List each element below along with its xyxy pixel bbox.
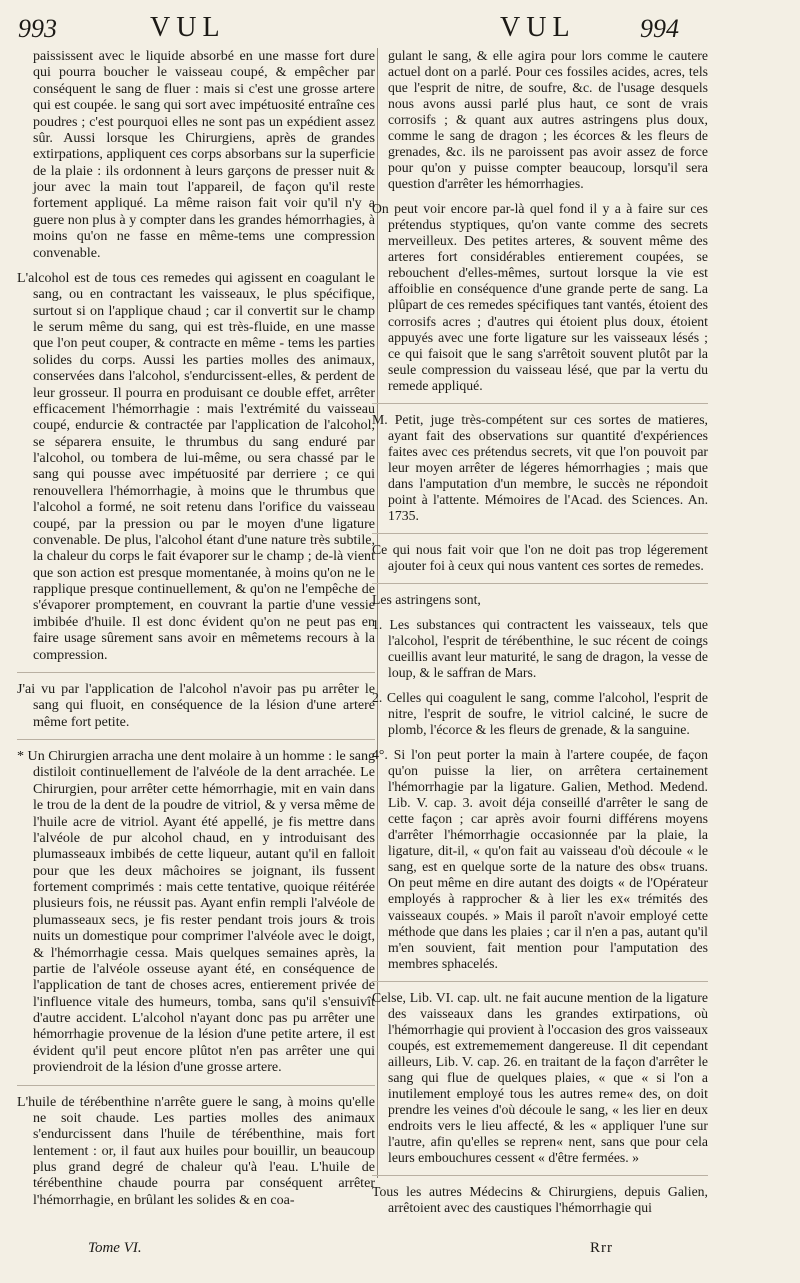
- right-column: [372, 48, 708, 1225]
- list-item: 4°. Si l'on peut porter la main à l'artere coupée, de façon qu'on puisse la lier, on arrêtera certainement l'hémorrhagie par la ligature. Galien, Method. Medend. Lib. V. cap. 3. avoit déja conseillé d'arrêter le sang de cette façon ; car après avoir fourni différens moyens d'arrêter l'hémorrhagie occasionnée par la plaie, la ligature, dit-il, « qu'on fait au vaisseau d'où découle « le sang, est en quelque sorte de la nature des obs« truans. On peut même en dire autant des doigts « de l'Opérateur employés à rapprocher & à lier les ex« trémités des vaisseaux coupés. » Mais il paroît n'avoir employé cette méthode que dans les plaies ; car il n'en a pas, autant qu'il m'en souvient, fait mention pour l'amputation des membres sphacelés.: [372, 747, 708, 971]
- divider: [372, 1175, 708, 1176]
- paragraph: On peut voir encore par-là quel fond il y a à faire sur ces prétendus styptiques, qu'on vante comme des secrets merveilleux. Des petites arteres, & souvent même des arteres fort considérables entierement coupées, se rebouchent d'elles-mêmes, surtout lorsque la vie est affoiblie en conséquence d'une grande perte de sang. La plûpart de ces remedes spécifiques tant vantés, étoient des corrosifs acres ; d'autres qui étoient plus doux, étoient appuyés avec une forte ligature sur les vaisseaux lésés ; ce qui faisoit que le sang s'arrêtoit souvent plutôt par la seule compression du vaisseau lésé, que par la vertu du remede appliqué.: [372, 201, 708, 393]
- paragraph: paississent avec le liquide absorbé en une masse fort dure qui pourra boucher le vaisseau coupé, & empêcher par conséquent le sang de fluer : mais si c'est une grosse artere qui est coupée. le sang qui sort avec impétuosité entraîne ces poudres ; c'est pourquoi elles ne sont pas un expédient assez sûr. Aussi lorsque les Chirurgiens, après de grandes extirpations, appliquent ces corps absorbans sur la superficie de la plaie : ils ordonnent à leurs garçons de presser nuit & jour avec la main tout l'appareil, de façon qu'il reste fortement appliqué. La même raison fait voir qu'il n'y a guere non plus à y compter dans les grandes hémorrhagies, à moins qu'on ne fasse en même-tems une compression convenable.: [33, 48, 375, 261]
- paragraph: * Un Chirurgien arracha une dent molaire à un homme : le sang distiloit continuellement de l'alvéole de la dent arrachée. Le Chirurgien, pour arrêter cette hémorrhagie, mit en vain dans le trou de la dent de la poudre de vitriol, & y versa même de l'huile acre de vitriol. Ayant été appellé, je fis mettre dans l'alvéole de pur alcohol chaud, en y introduisant des plumasseaux imbibés de cette liqueur, autant qu'il en falloit pour que les deux mâchoires se joignant, ils fussent fortement comprimés : mais cette tentative, quoique réitérée plusieurs fois, ne réussit pas. Ayant enfin rempli l'alvéole de plumasseaux secs, je fis rester pendant trois jours & trois nuits un domestique pour comprimer l'alvéole avec le doigt, & l'hémorrhagie cessa. Mais quelques semaines après, la partie de l'alvéole osseuse ayant été, en conséquence de l'application de tant de choses acres, entierement privée de l'influence vitale des humeurs, tomba, sans qu'il s'ensuivît d'autre accident. L'alcohol n'ayant donc pas pu arrêter une hémorrhagie provenue de la lésion d'une petite artere, il est évident qu'il peut encore plûtot n'en pas arrêter une qui proviendroit de la lésion d'une grosse artere.: [17, 748, 375, 1076]
- paragraph: L'huile de térébenthine n'arrête guere le sang, à moins qu'elle ne soit chaude. Les parties molles des animaux s'endurcissent dans l'huile de térébenthine, mais fort lentement : or, il faut aux huiles pour bouillir, un beaucoup plus grand degré de chaleur qu'à l'eau. L'huile de térébenthine chaude pourra par conséquent arrêter l'hémorrhagie, en brûlant les solides & en coa-: [17, 1093, 375, 1208]
- divider: [372, 981, 708, 982]
- running-header: [0, 14, 800, 48]
- page-number-left: 993: [18, 14, 57, 43]
- volume-footer: Tome VI.: [88, 1240, 142, 1256]
- running-head-left: VUL: [150, 12, 226, 43]
- left-column: [17, 48, 375, 1217]
- running-head-right: VUL: [500, 12, 576, 43]
- paragraph: Tous les autres Médecins & Chirurgiens, depuis Galien, arrêtoient avec des caustiques l'hémorrhagie qui: [372, 1183, 708, 1215]
- page-number-right: 994: [640, 14, 679, 43]
- paragraph: gulant le sang, & elle agira pour lors comme le cautere actuel dont on a parlé. Pour ces fossiles acides, acres, tels que l'esprit de nitre, de soufre, &c. de l'usage desquels nous avons aussi parlé plus haut, ce sont de vrais corrosifs ; & quant aux autres astringens plus doux, comme le sang de dragon ; les écorces & les fleurs de grenades, &c. ils ne paroissent pas avoir assez de force pour qu'on y puisse compter beaucoup, lorsqu'il sera question d'arrêter les hémorrhagies.: [388, 48, 708, 192]
- divider: [372, 533, 708, 534]
- list-heading: Les astringens sont,: [372, 591, 481, 607]
- list-item: 1. Les substances qui contractent les vaisseaux, tels que l'alcohol, l'esprit de térébenthine, le suc récent de coings cueillis avant leur maturité, le sang de dragon, la vesse de loup, & le saffran de Mars.: [372, 616, 708, 681]
- divider: [17, 672, 375, 673]
- divider: [372, 583, 708, 584]
- paragraph: Celse, Lib. VI. cap. ult. ne fait aucune mention de la ligature des vaisseaux dans les grandes extirpations, où l'hémorrhagie qui provient à l'occasion des gros vaisseaux coupés, est extrememement dangereuse. Il dit cependant ailleurs, Lib. V. cap. 26. en traitant de la façon d'arrêter le sang qui flue de quelques plaies, « que « si l'on a inutilement employé tous les autres reme« des, on doit prendre les veines d'où découle le sang, « les lier en deux endroits vers le lieu affecté, & les « appliquer l'une sur l'autre, afin qu'elles se repren« nent, sans que pour cela leurs embouchures cessent « d'être fermées. »: [372, 989, 708, 1165]
- divider: [372, 403, 708, 404]
- paragraph: Ce qui nous fait voir que l'on ne doit pas trop légerement ajouter foi à ceux qui nous vantent ces sortes de remedes.: [372, 541, 708, 573]
- divider: [17, 739, 375, 740]
- divider: [17, 1085, 375, 1086]
- paragraph: L'alcohol est de tous ces remedes qui agissent en coagulant le sang, ou en contractant les vaisseaux, le plus spécifique, surtout si on l'applique chaud ; car il convertit sur le champ le serum même du sang, qui est très-fluide, en une masse que l'on peut couper, & contracte en même - tems les parties solides du corps. Aussi les parties molles des animaux, conservées dans l'alcohol, s'endurcissent-elles, & perdent de leur grosseur. Il pourra en produisant ce double effet, arrêter efficacement l'hémorrhagie : mais l'extrémité du vaisseau coupé, endurcie & contractée par l'application de l'alcohol, se séparera ensuite, le thrumbus du sang enduré par l'alcohol, ou tombera de lui-même, ou sera chassé par le sang qui pousse avec impétuosité par derriere ; ce qui renouvellera l'hémorrhagie, à moins que le thrumbus que l'alcohol a formé, ne soit retenu dans l'orifice du vaisseau coupé, par la pression ou par le moyen d'une ligature convenable. De plus, l'alcohol étant d'une nature très subtile, la chaleur du corps le fait évaporer sur le champ ; de-là vient que son action est presque momentanée, à moins qu'on ne le rapplique presque continuellement, & qu'on ne l'empêche de s'évaporer promptement, en couvrant la partie d'une vessie imbibée d'huile. Il est donc évident qu'on ne peut pas en faire usage sûrement sans avoir en mêmetems recours à la compression.: [17, 269, 375, 663]
- list-item: 2. Celles qui coagulent le sang, comme l'alcohol, l'esprit de nitre, l'esprit de soufre, le vitriol calciné, le sucre de plomb, l'écorce & les fleurs de grenade, & la sanguine.: [372, 690, 708, 738]
- signature-mark: Rrr: [590, 1240, 613, 1256]
- paragraph: M. Petit, juge très-compétent sur ces sortes de matieres, ayant fait des observations sur quantité d'expériences faites avec ces prétendus secrets, vit que l'on pouvoit par leur moyen arrêter de légeres hémorrhagies ; mais que dans l'amputation d'un membre, le succès ne répondoit point à l'attente. Mémoires de l'Acad. des Sciences. An. 1735.: [372, 411, 708, 523]
- paragraph: J'ai vu par l'application de l'alcohol n'avoir pas pu arrêter le sang qui fluoit, en conséquence de la lésion d'une artere même fort petite.: [17, 680, 375, 730]
